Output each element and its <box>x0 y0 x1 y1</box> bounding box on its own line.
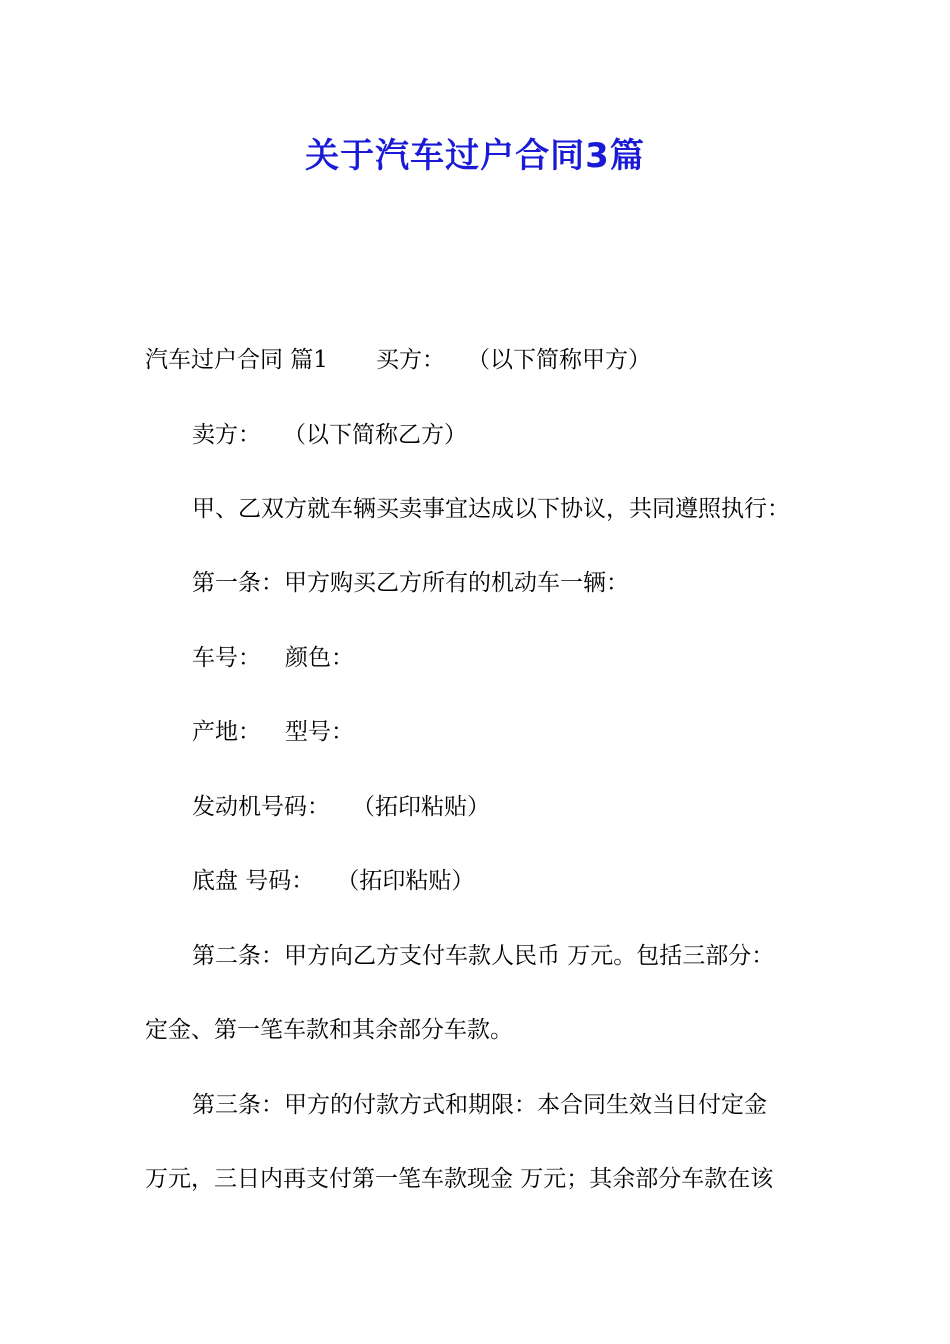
article-one: 第一条：甲方购买乙方所有的机动车一辆： <box>192 570 629 596</box>
chassis-number-label: 底盘 号码： <box>192 868 315 894</box>
buyer-alias: （以下简称甲方） <box>466 347 651 373</box>
engine-number-label: 发动机号码： <box>192 794 330 820</box>
origin-label: 产地： <box>192 719 261 745</box>
engine-number-line <box>192 792 490 822</box>
article-two-line-2: 定金、第一笔车款和其余部分车款。 <box>145 1017 513 1043</box>
engine-number-note: （拓印粘贴） <box>352 794 490 820</box>
contract-heading-line <box>145 345 651 375</box>
model-label: 型号： <box>285 719 354 745</box>
article-two-line-1: 第二条：甲方向乙方支付车款人民币 万元。包括三部分： <box>192 943 775 969</box>
plate-color-line <box>192 643 354 673</box>
chassis-number-line <box>192 866 474 896</box>
seller-alias: （以下简称乙方） <box>283 422 467 448</box>
agreement-intro: 甲、乙双方就车辆买卖事宜达成以下协议，共同遵照执行： <box>192 496 790 522</box>
chassis-number-note: （拓印粘贴） <box>336 868 475 894</box>
origin-model-line <box>192 717 354 747</box>
document-title: 关于汽车过户合同3篇 <box>305 136 645 176</box>
seller-line <box>192 420 467 450</box>
article-three-line-2: 万元，三日内再支付第一笔车款现金 万元；其余部分车款在该 <box>145 1166 774 1192</box>
contract-subtitle: 汽车过户合同 篇1 <box>145 347 328 373</box>
color-label: 颜色： <box>285 645 354 671</box>
buyer-label: 买方： <box>375 347 445 373</box>
plate-number-label: 车号： <box>192 645 261 671</box>
article-three-line-1: 第三条：甲方的付款方式和期限：本合同生效当日付定金 <box>192 1092 767 1118</box>
seller-label: 卖方： <box>192 422 261 448</box>
